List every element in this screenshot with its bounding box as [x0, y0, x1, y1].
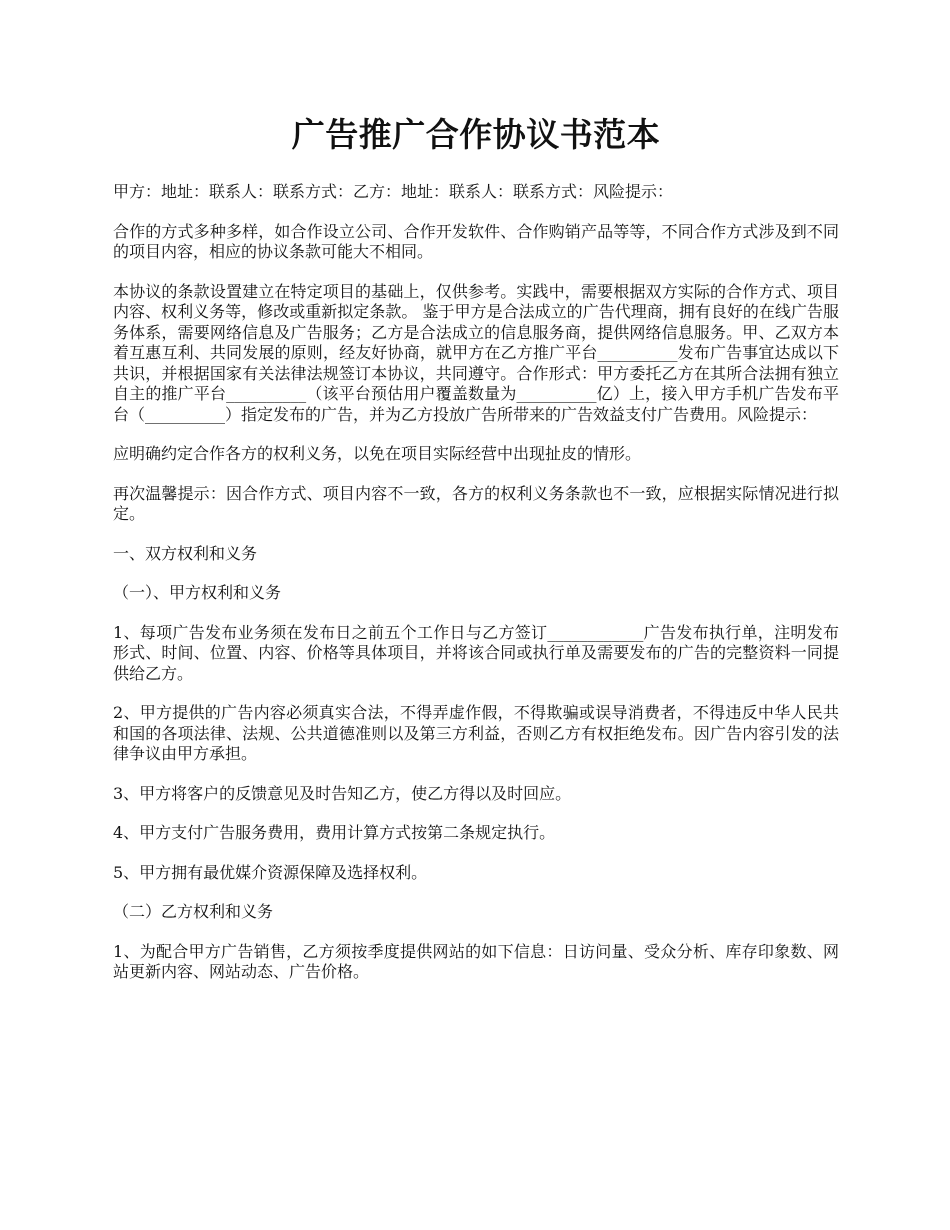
document-page [113, 112, 839, 1002]
document-title: 广告推广合作协议书范本 [291, 115, 661, 154]
subsection-heading-party-b: （二）乙方权利和义务 [113, 902, 274, 921]
risk-note-paragraph-2: 应明确约定合作各方的权利义务，以免在项目实际经营中出现扯皮的情形。 [113, 444, 642, 463]
risk-note-paragraph: 合作的方式多种多样，如合作设立公司、合作开发软件、合作购销产品等等，不同合作方式涉及到不同的项目内容，相应的协议条款可能大不相同。 [113, 221, 839, 261]
clause-a-5: 5、甲方拥有最优媒介资源保障及选择权利。 [113, 862, 428, 882]
preamble-paragraph: 本协议的条款设置建立在特定项目的基础上，仅供参考。实践中，需要根据双方实际的合作方式、项目内容、权利义务等，修改或重新拟定条款。 鉴于甲方是合法成立的广告代理商，拥有良好的在线广告服务体系，需要网络信息及广告服务；乙方是合法成立的信息服务商，提供网络信息服务。甲、乙双方本着互惠互利、共同发展的原则，经友好协商，就甲方在乙方推广平台__________发布广告事宜达成以下共识，并根据国家有关法律法规签订本协议，共同遵守。合作形式：甲方委托乙方在其所合法拥有独立自主的推广平台__________（该平台预估用户覆盖数量为__________亿）上，接入甲方手机广告发布平台（__________）指定发布的广告，并为乙方投放广告所带来的广告效益支付广告费用。风险提示： [113, 281, 839, 424]
reminder-paragraph: 再次温馨提示：因合作方式、项目内容不一致，各方的权利义务条款也不一致，应根据实际情况进行拟定。 [113, 483, 839, 523]
subsection-heading-party-a: （一）、甲方权利和义务 [113, 583, 282, 602]
clause-a-2: 2、甲方提供的广告内容必须真实合法，不得弄虚作假，不得欺骗或误导消费者，不得违反中华人民共和国的各项法律、法规、公共道德准则以及第三方利益，否则乙方有权拒绝发布。因广告内容引发的法律争议由甲方承担。 [113, 703, 839, 763]
clause-b-1: 1、为配合甲方广告销售，乙方须按季度提供网站的如下信息：日访问量、受众分析、库存印象数、网站更新内容、网站动态、广告价格。 [113, 941, 839, 981]
parties-line: 甲方：地址：联系人：联系方式：乙方：地址：联系人：联系方式：风险提示： [113, 182, 674, 201]
clause-a-4: 4、甲方支付广告服务费用，费用计算方式按第二条规定执行。 [113, 823, 556, 842]
section-heading: 一、双方权利和义务 [113, 543, 258, 563]
clause-a-1: 1、每项广告发布业务须在发布日之前五个工作日与乙方签订____________广告发布执行单，注明发布形式、时间、位置、内容、价格等具体项目，并将该合同或执行单及需要发布的广告的完整资料一同提供给乙方。 [113, 622, 839, 683]
clause-a-3: 3、甲方将客户的反馈意见及时告知乙方，使乙方得以及时回应。 [113, 783, 572, 803]
